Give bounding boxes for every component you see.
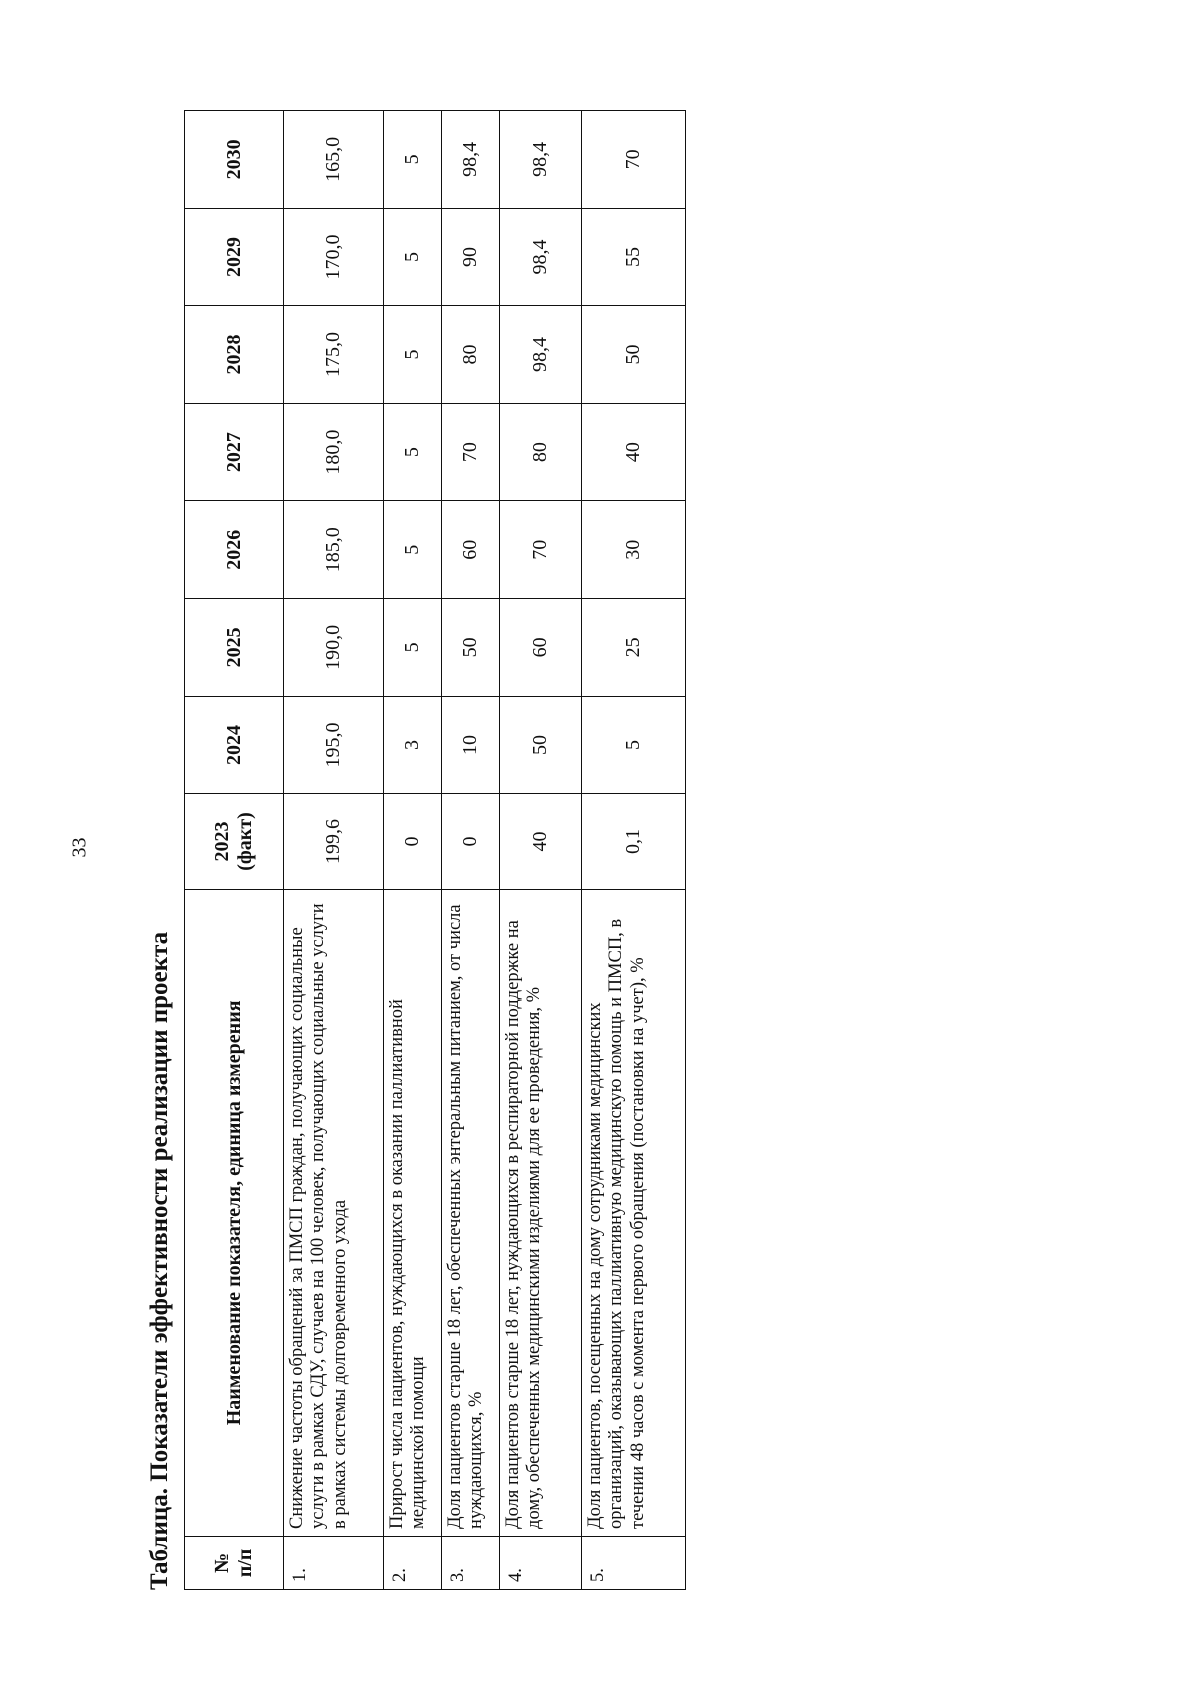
rotated-content [140, 90, 660, 1590]
year-value: 50 [582, 306, 686, 404]
header-year: 2026 [185, 501, 284, 599]
year-value: 175,0 [284, 306, 384, 404]
year-value: 90 [442, 208, 500, 306]
year-value: 98,4 [442, 111, 500, 209]
year-value: 40 [582, 403, 686, 501]
header-year: 2029 [185, 208, 284, 306]
year-value: 185,0 [284, 501, 384, 599]
year-value: 70 [442, 403, 500, 501]
header-year: 2030 [185, 111, 284, 209]
indicator-name: Снижение частоты обращений за ПМСП граждан, получающих социальные услуги в рамках СДУ, случаев на 100 человек, получающих социальные услуги в рамках системы долговременного ухода [284, 889, 384, 1536]
year-value: 25 [582, 599, 686, 697]
year-value: 5 [384, 111, 442, 209]
year-value: 98,4 [500, 111, 582, 209]
header-name: Наименование показателя, единица измерения [185, 889, 284, 1536]
table-row [384, 111, 442, 1590]
indicator-name: Прирост числа пациентов, нуждающихся в оказании паллиативной медицинской помощи [384, 889, 442, 1536]
year-value: 5 [384, 306, 442, 404]
row-number: 5. [582, 1536, 686, 1589]
year-value: 50 [442, 599, 500, 697]
indicator-name: Доля пациентов, посещенных на дому сотрудниками медицинских организаций, оказывающих паллиативную медицинскую помощь и ПМСП, в течении 48 часов с момента первого обращения (постановки на учет), % [582, 889, 686, 1536]
year-value: 190,0 [284, 599, 384, 697]
year-value: 170,0 [284, 208, 384, 306]
row-number: 3. [442, 1536, 500, 1589]
header-year: 2025 [185, 599, 284, 697]
table-row [500, 111, 582, 1590]
row-number: 2. [384, 1536, 442, 1589]
page-number: 33 [68, 837, 91, 858]
header-row [185, 111, 284, 1590]
year-value: 165,0 [284, 111, 384, 209]
year-value: 70 [500, 501, 582, 599]
header-year: 2024 [185, 696, 284, 794]
year-value: 50 [500, 696, 582, 794]
year-value: 5 [384, 599, 442, 697]
year-value: 180,0 [284, 403, 384, 501]
row-number: 4. [500, 1536, 582, 1589]
year-value: 10 [442, 696, 500, 794]
header-year: 2027 [185, 403, 284, 501]
year-value: 30 [582, 501, 686, 599]
table-caption: Таблица. Показатели эффективности реализации проекта [146, 931, 173, 1590]
year-value: 5 [384, 403, 442, 501]
year-value: 5 [582, 696, 686, 794]
year-value: 5 [384, 208, 442, 306]
header-base-year: 2023 (факт) [185, 794, 284, 889]
year-value: 80 [500, 403, 582, 501]
year-value: 3 [384, 696, 442, 794]
base-value: 0 [384, 794, 442, 889]
year-value: 98,4 [500, 208, 582, 306]
year-value: 60 [442, 501, 500, 599]
year-value: 70 [582, 111, 686, 209]
table-row [582, 111, 686, 1590]
indicator-name: Доля пациентов старше 18 лет, нуждающихся в респираторной поддержке на дому, обеспеченных медицинскими изделиями для ее проведения, % [500, 889, 582, 1536]
table-row [284, 111, 384, 1590]
year-value: 60 [500, 599, 582, 697]
metrics-table [184, 110, 686, 1590]
indicator-name: Доля пациентов старше 18 лет, обеспеченных энтеральным питанием, от числа нуждающихся, % [442, 889, 500, 1536]
year-value: 5 [384, 501, 442, 599]
base-value: 199,6 [284, 794, 384, 889]
year-value: 80 [442, 306, 500, 404]
base-value: 0,1 [582, 794, 686, 889]
header-num: № п/п [185, 1536, 284, 1589]
row-number: 1. [284, 1536, 384, 1589]
year-value: 195,0 [284, 696, 384, 794]
table-row [442, 111, 500, 1590]
header-year: 2028 [185, 306, 284, 404]
base-value: 0 [442, 794, 500, 889]
year-value: 98,4 [500, 306, 582, 404]
year-value: 55 [582, 208, 686, 306]
base-value: 40 [500, 794, 582, 889]
